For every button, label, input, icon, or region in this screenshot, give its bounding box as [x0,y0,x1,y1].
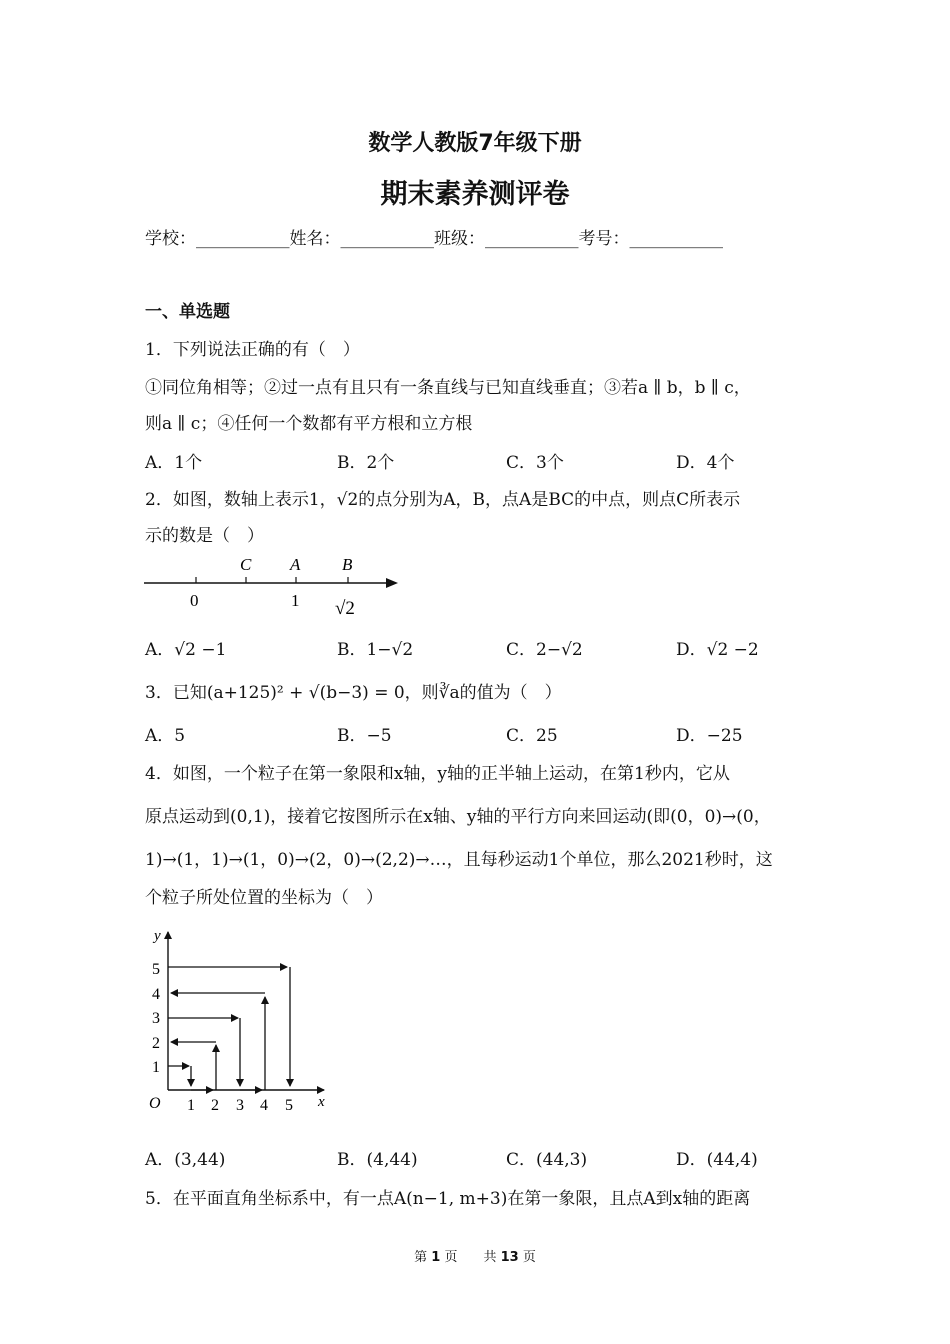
number-line-figure [140,548,410,620]
tick-label-1: 1 [291,591,300,610]
x-tick-2: 2 [211,1097,219,1114]
student-info-line: 学校：___________姓名：___________班级：___________考号：___________ [145,229,723,249]
question-1-option-a[interactable]: A．1个 [145,453,203,473]
point-b-label: B [342,555,353,574]
question-1-stem: 1．下列说法正确的有（ ） [145,340,360,360]
footer-mid: 页 共 [444,1250,497,1265]
question-4-option-a[interactable]: A．(3,44) [145,1150,226,1170]
question-2-option-b[interactable]: B．1−√2 [337,640,414,660]
question-2-stem: 2．如图，数轴上表示1，√2的点分别为A，B，点A是BC的中点，则点C所表示 [145,490,741,510]
question-4-option-d[interactable]: D．(44,4) [676,1150,758,1170]
question-1-statements: ①同位角相等；②过一点有且只有一条直线与已知直线垂直；③若a ∥ b，b ∥ c， [145,378,751,398]
y-axis-label: y [154,928,161,944]
question-1-option-d[interactable]: D．4个 [676,453,735,473]
question-2-option-d[interactable]: D．√2 −2 [676,640,759,660]
footer-page-number: 1 [431,1250,441,1265]
tick-label-0: 0 [190,591,199,610]
footer-total-pages: 13 [500,1250,519,1265]
number-line-arrowhead [386,578,398,588]
point-a-label: A [290,555,301,574]
x-axis-label: x [318,1094,325,1110]
question-1-option-c[interactable]: C．3个 [506,453,564,473]
question-4-stem: 4．如图，一个粒子在第一象限和x轴，y轴的正半轴上运动，在第1秒内，它从 [145,764,730,784]
question-4-option-c[interactable]: C．(44,3) [506,1150,588,1170]
y-tick-5: 5 [152,961,160,978]
question-2-option-c[interactable]: C．2−√2 [506,640,583,660]
y-tick-4: 4 [152,986,160,1003]
point-c-label: C [240,555,252,574]
question-4-option-b[interactable]: B．(4,44) [337,1150,418,1170]
footer-prefix: 第 [414,1250,428,1265]
particle-path-graph [140,922,340,1122]
y-tick-3: 3 [152,1010,160,1027]
origin-label: O [149,1095,161,1112]
y-tick-2: 2 [152,1035,160,1052]
page-footer [0,1246,950,1265]
x-tick-3: 3 [236,1097,244,1114]
question-1-option-b[interactable]: B．2个 [337,453,395,473]
question-4-stem-line4: 个粒子所处位置的坐标为（ ） [145,888,383,908]
document-title: 数学人教版7年级下册 [368,131,582,156]
tick-label-sqrt2: √2 [335,598,355,619]
x-tick-4: 4 [260,1097,268,1114]
x-tick-1: 1 [187,1097,195,1114]
question-2-option-a[interactable]: A．√2 −1 [145,640,227,660]
question-3-option-a[interactable]: A．5 [145,726,186,746]
question-4-stem-line3: 1)→(1，1)→(1，0)→(2，0)→(2,2)→…，且每秒运动1个单位，那么2021秒时，这 [145,850,773,870]
question-3-option-d[interactable]: D．−25 [676,726,743,746]
y-tick-1: 1 [152,1059,160,1076]
question-3-stem: 3．已知(a+125)² + √(b−3) = 0，则∛a的值为（ ） [145,683,562,703]
question-5-stem: 5．在平面直角坐标系中，有一点A(n−1, m+3)在第一象限，且点A到x轴的距离 [145,1189,751,1209]
footer-suffix: 页 [522,1250,536,1265]
question-4-stem-line2: 原点运动到(0,1)，接着它按图所示在x轴、y轴的平行方向来回运动(即(0，0)→(0， [145,807,771,827]
document-subtitle: 期末素养测评卷 [380,179,570,210]
question-1-statements-cont: 则a ∥ c；④任何一个数都有平方根和立方根 [145,414,473,434]
x-tick-5: 5 [285,1097,293,1114]
question-2-stem-cont: 示的数是（ ） [145,526,264,546]
question-3-option-b[interactable]: B．−5 [337,726,392,746]
question-3-option-c[interactable]: C．25 [506,726,558,746]
section-heading-single-choice: 一、单选题 [145,302,230,322]
